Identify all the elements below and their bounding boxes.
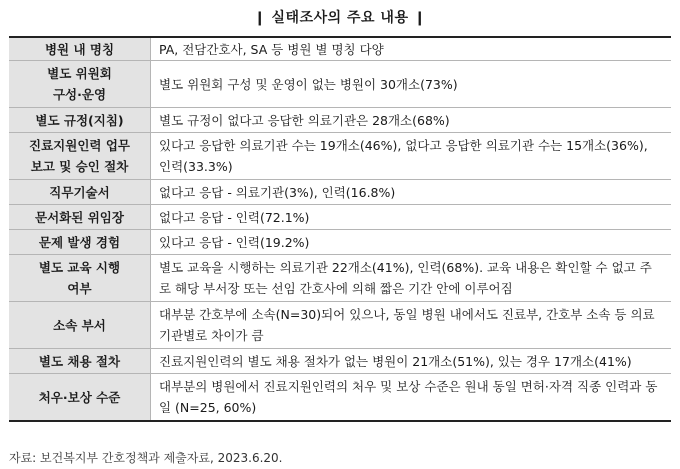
row-label	[9, 180, 151, 205]
row-label	[9, 61, 151, 108]
row-label-line: 문제 발생 경험	[38, 234, 121, 250]
row-label	[9, 349, 151, 374]
row-label-line: 여부	[67, 281, 92, 296]
row-value: PA, 전담간호사, SA 등 병원 별 명칭 다양	[151, 37, 672, 61]
survey-table	[9, 36, 671, 422]
table-row	[9, 349, 671, 374]
row-label	[9, 133, 151, 180]
source-note: 자료: 보건복지부 간호정책과 제출자료, 2023.6.20.	[9, 451, 283, 465]
table-row	[9, 61, 671, 108]
title-bar-right: ❙	[413, 10, 427, 26]
row-value: 있다고 응답한 의료기관 수는 19개소(46%), 없다고 응답한 의료기관 수는 15개소(36%), 인력(33.3%)	[151, 133, 672, 180]
row-label	[9, 230, 151, 255]
table-row	[9, 37, 671, 61]
table-row	[9, 374, 671, 422]
row-label	[9, 37, 151, 61]
table-row	[9, 133, 671, 180]
table-row	[9, 180, 671, 205]
table-row	[9, 230, 671, 255]
row-label-line: 별도 규정(지침)	[35, 112, 124, 128]
row-value: 있다고 응답 - 인력(19.2%)	[151, 230, 672, 255]
row-label	[9, 205, 151, 230]
table-row	[9, 302, 671, 349]
row-label-line: 별도 교육 시행	[38, 260, 121, 275]
row-value: 없다고 응답 - 인력(72.1%)	[151, 205, 672, 230]
table-row	[9, 108, 671, 133]
table-title	[0, 7, 680, 27]
row-value: 별도 규정이 없다고 응답한 의료기관은 28개소(68%)	[151, 108, 672, 133]
title-bar-left: ❙	[253, 10, 267, 26]
table-row	[9, 255, 671, 302]
row-label-line: 직무기술서	[49, 184, 110, 200]
row-value: 별도 위원회 구성 및 운영이 없는 병원이 30개소(73%)	[151, 61, 672, 108]
row-label-line: 처우·보상 수준	[38, 389, 121, 405]
row-label-line: 구성·운영	[52, 87, 107, 102]
row-label-line: 별도 채용 절차	[38, 353, 121, 369]
table-row	[9, 205, 671, 230]
row-label-line: 별도 위원회	[47, 66, 112, 81]
row-value: 별도 교육을 시행하는 의료기관 22개소(41%), 인력(68%). 교육 내용은 확인할 수 없고 주로 해당 부서장 또는 선임 간호사에 의해 짧은 기간 안에 이루어짐	[151, 255, 672, 302]
row-value: 대부분의 병원에서 진료지원인력의 처우 및 보상 수준은 원내 동일 면허·자격 직종 인력과 동일 (N=25, 60%)	[151, 374, 672, 422]
row-label	[9, 374, 151, 422]
row-value: 없다고 응답 - 의료기관(3%), 인력(16.8%)	[151, 180, 672, 205]
row-label	[9, 108, 151, 133]
row-value: 진료지원인력의 별도 채용 절차가 없는 병원이 21개소(51%), 있는 경우 17개소(41%)	[151, 349, 672, 374]
row-label	[9, 255, 151, 302]
row-label-line: 보고 및 승인 절차	[30, 159, 129, 174]
row-label	[9, 302, 151, 349]
row-label-line: 진료지원인력 업무	[29, 138, 130, 153]
title-text: 실태조사의 주요 내용	[271, 10, 409, 26]
row-value: 대부분 간호부에 소속(N=30)되어 있으나, 동일 병원 내에서도 진료부, 간호부 소속 등 의료기관별로 차이가 큼	[151, 302, 672, 349]
row-label-line: 병원 내 명칭	[44, 41, 115, 57]
row-label-line: 문서화된 위임장	[35, 209, 124, 225]
row-label-line: 소속 부서	[53, 317, 106, 333]
